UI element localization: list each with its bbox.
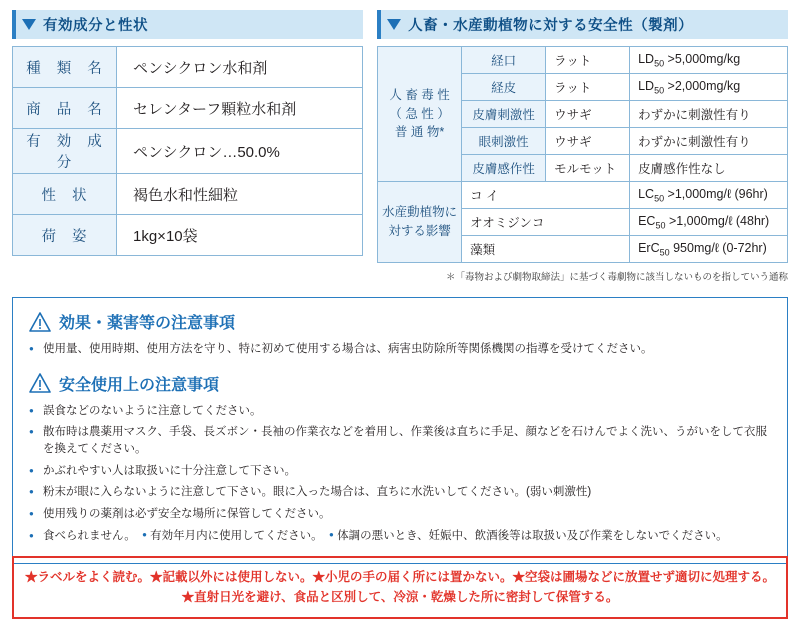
result-sub: 50 (655, 220, 666, 231)
active-ingredient-table (12, 46, 363, 256)
result-rest: >5,000mg/kg (664, 51, 741, 66)
table-row (13, 174, 363, 215)
test-result: わずかに刺激性有り (630, 101, 788, 128)
triangle-icon (387, 19, 401, 30)
test-result: 皮膚感作性なし (630, 155, 788, 182)
table-row (13, 88, 363, 129)
test-result (630, 47, 788, 74)
bullet-dot-icon: ● (329, 529, 334, 539)
test-animal: ウサギ (546, 101, 630, 128)
safety-section-title: 安全使用上の注意事項 (59, 376, 220, 394)
table-row (13, 47, 363, 88)
row-value: 褐色水和性細粒 (117, 174, 363, 215)
test-kind: コ イ (462, 182, 630, 209)
red-warning-box (12, 556, 788, 619)
left-section-header (12, 10, 363, 39)
row-value: 1kg×10袋 (117, 215, 363, 256)
safety-table (377, 46, 788, 263)
result-main: LD (638, 51, 655, 66)
row-label: 種 類 名 (13, 47, 117, 88)
combined-part-3: 体調の悪いとき、妊娠中、飲酒後等は取扱い及び作業をしないでください。 (337, 529, 728, 542)
test-result: わずかに刺激性有り (630, 128, 788, 155)
result-sub: 50 (654, 193, 665, 204)
triangle-icon (22, 19, 36, 30)
combined-part-1: 食べられません。 (43, 529, 136, 542)
test-result (630, 236, 788, 263)
result-rest: >2,000mg/kg (664, 78, 741, 93)
list-item: ● 使用残りの薬剤は必ず安全な場所に保管してください。 (29, 506, 771, 523)
effect-section-title: 効果・薬害等の注意事項 (59, 315, 236, 332)
list-item: ● 散布時は農薬用マスク、手袋、長ズボン・長袖の作業衣などを着用し、作業後は直ちに手足、顔などを石けんでよく洗い、うがいをして衣服を換えてください。 (29, 424, 771, 457)
test-kind: オオミジンコ (462, 209, 630, 236)
list-item: ● 誤食などのないように注意してください。 (29, 403, 771, 420)
test-animal: ウサギ (546, 128, 630, 155)
list-item-combined (29, 528, 771, 545)
group-line: 人 畜 毒 性 (389, 87, 450, 102)
right-section-header (377, 10, 788, 39)
safety-section-header (29, 372, 771, 395)
result-main: EC (638, 213, 656, 228)
table-row (378, 47, 788, 74)
test-kind: 皮膚感作性 (462, 155, 546, 182)
table-footnote: ＊「毒物および劇物取締法」に基づく毒劇物に該当しないものを指していう通称 (445, 272, 788, 283)
list-item: ● かぶれやすい人は取扱いに十分注意して下さい。 (29, 463, 771, 480)
list-item: ● 使用量、使用時期、使用方法を守り、特に初めて使用する場合は、病害虫防除所等関係機関の指導を受けてください。 (29, 341, 771, 358)
warning-triangle-icon (29, 312, 51, 332)
row-label: 商 品 名 (13, 88, 117, 129)
precautions-box (12, 297, 788, 564)
test-kind: 皮膚刺激性 (462, 101, 546, 128)
test-animal: ラット (546, 74, 630, 101)
result-rest: 950mg/ℓ (0-72hr) (669, 240, 767, 255)
table-row (378, 182, 788, 209)
test-result (630, 182, 788, 209)
group-line: 普 通 物* (394, 125, 445, 140)
result-sub: 50 (659, 247, 670, 258)
red-warning-line-1: ★ラベルをよく読む。★記載以外には使用しない。★小児の手の届く所には置かない。★空袋は圃場などに放置せず適切に処理する。 (24, 569, 775, 584)
test-animal: モルモット (546, 155, 630, 182)
result-main: LD (638, 78, 655, 93)
test-kind: 経口 (462, 47, 546, 74)
result-sub: 50 (654, 85, 665, 96)
result-rest: >1,000mg/ℓ (96hr) (664, 186, 768, 201)
row-label: 性 状 (13, 174, 117, 215)
test-kind: 眼刺激性 (462, 128, 546, 155)
test-kind: 経皮 (462, 74, 546, 101)
result-sub: 50 (654, 58, 665, 69)
group-line: （ 急 性 ） (389, 106, 450, 121)
active-ingredient-column (12, 10, 363, 256)
result-rest: >1,000mg/ℓ (48hr) (665, 213, 770, 228)
top-section (12, 10, 788, 283)
table-row (13, 215, 363, 256)
row-value: ペンシクロン…50.0% (117, 129, 363, 174)
group-label-aquatic (378, 182, 462, 263)
safety-list (29, 403, 771, 545)
test-animal: ラット (546, 47, 630, 74)
left-section-title: 有効成分と性状 (43, 18, 148, 34)
effect-section-header (29, 310, 771, 333)
row-value: セレンターフ顆粒水和剤 (117, 88, 363, 129)
warning-triangle-icon (29, 373, 51, 393)
result-main: LC (638, 186, 655, 201)
result-main: ErC (638, 240, 660, 255)
bullet-dot-icon: ● (142, 529, 147, 539)
row-label: 荷 姿 (13, 215, 117, 256)
test-result (630, 209, 788, 236)
row-value: ペンシクロン水和剤 (117, 47, 363, 88)
group-label-toxicity (378, 47, 462, 182)
combined-part-2: 有効年月内に使用してください。 (150, 529, 323, 542)
test-result (630, 74, 788, 101)
table-row (13, 129, 363, 174)
group-line: 水産動植物に (382, 205, 458, 220)
row-label: 有 効 成 分 (13, 129, 117, 174)
list-item: ● 粉末が眼に入らないように注意して下さい。眼に入った場合は、直ちに水洗いしてください。(弱い刺激性) (29, 484, 771, 501)
group-line: 対する影響 (388, 224, 451, 238)
safety-column (377, 10, 788, 283)
test-kind: 藻類 (462, 236, 630, 263)
effect-list (29, 341, 771, 358)
right-section-title: 人畜・水産動植物に対する安全性（製剤） (408, 18, 694, 34)
red-warning-line-2: ★直射日光を避け、食品と区別して、冷涼・乾燥した所に密封して保管する。 (181, 590, 619, 605)
